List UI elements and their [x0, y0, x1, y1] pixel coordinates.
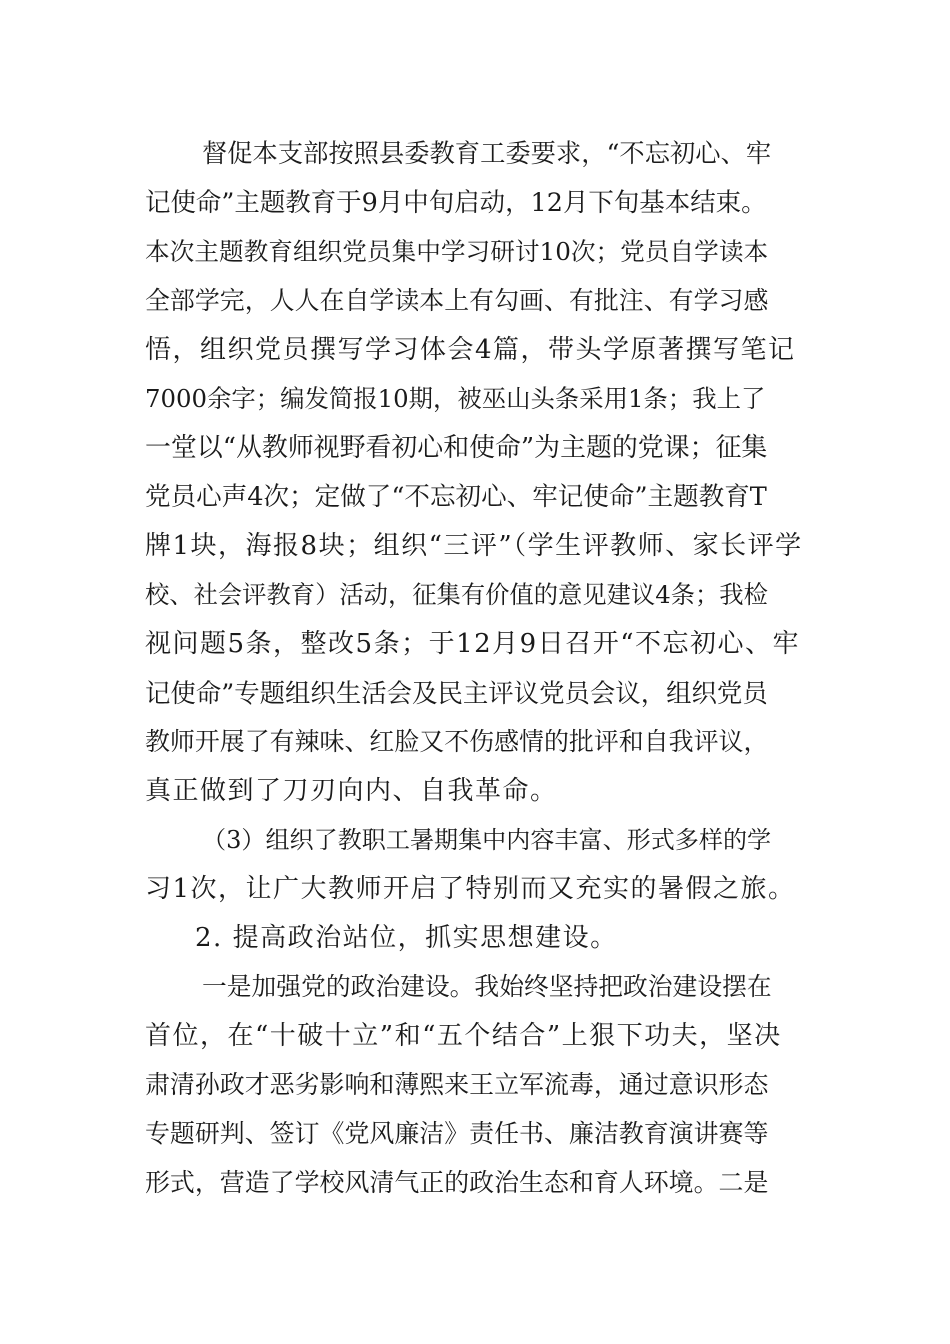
- text-line-19: 首位，在“十破十立”和“五个结合”上狠下功夫，坚决: [145, 1021, 782, 1051]
- text-line-8: 党员心声4次；定做了“不忘初心、牢记使命”主题教育T: [145, 482, 767, 512]
- text-line-12: 记使命”专题组织生活会及民主评议党员会议，组织党员: [145, 678, 768, 708]
- text-line-11: 视问题5条，整改5条；于12月9日召开“不忘初心、牢: [145, 629, 801, 659]
- text-line-5: 悟，组织党员撰写学习体会4篇，带头学原著撰写笔记: [145, 335, 796, 365]
- text-line-21: 专题研判、签订《党风廉洁》责任书、廉洁教育演讲赛等: [145, 1119, 769, 1148]
- section-heading: 2. 提高政治站位，抓实思想建设。: [195, 923, 618, 953]
- text-line-9: 牌1块，海报8块；组织“三评”（学生评教师、家长评学: [145, 531, 803, 561]
- text-line-22: 形式，营造了学校风清气正的政治生态和育人环境。二是: [145, 1168, 769, 1197]
- text-line-13: 教师开展了有辣味、红脸又不伤感情的批评和自我评议，: [145, 727, 769, 756]
- text-line-18: 一是加强党的政治建设。我始终坚持把政治建设摆在: [202, 972, 772, 1001]
- text-line-15: （3）组织了教职工暑期集中内容丰富、形式多样的学: [202, 826, 772, 854]
- text-line-20: 肃清孙政才恶劣影响和薄熙来王立军流毒，通过意识形态: [145, 1070, 769, 1099]
- text-line-3: 本次主题教育组织党员集中学习研讨10次；党员自学读本: [145, 237, 769, 266]
- text-line-2: 记使命”主题教育于9月中旬启动，12月下旬基本结束。: [145, 188, 767, 218]
- text-line-10: 校、社会评教育）活动，征集有价值的意见建议4条；我检: [145, 580, 768, 609]
- text-line-1: 督促本支部按照县委教育工委要求，“不忘初心、牢: [202, 139, 772, 168]
- text-line-7: 一堂以“从教师视野看初心和使命”为主题的党课；征集: [145, 433, 768, 463]
- text-line-14: 真正做到了刀刃向内、自我革命。: [145, 776, 558, 806]
- text-line-6: 7000余字；编发简报10期，被巫山头条采用1条；我上了: [145, 384, 766, 413]
- text-line-4: 全部学完，人人在自学读本上有勾画、有批注、有学习感: [145, 286, 769, 315]
- text-line-16: 习1次，让广大教师开启了特别而又充实的暑假之旅。: [145, 874, 796, 904]
